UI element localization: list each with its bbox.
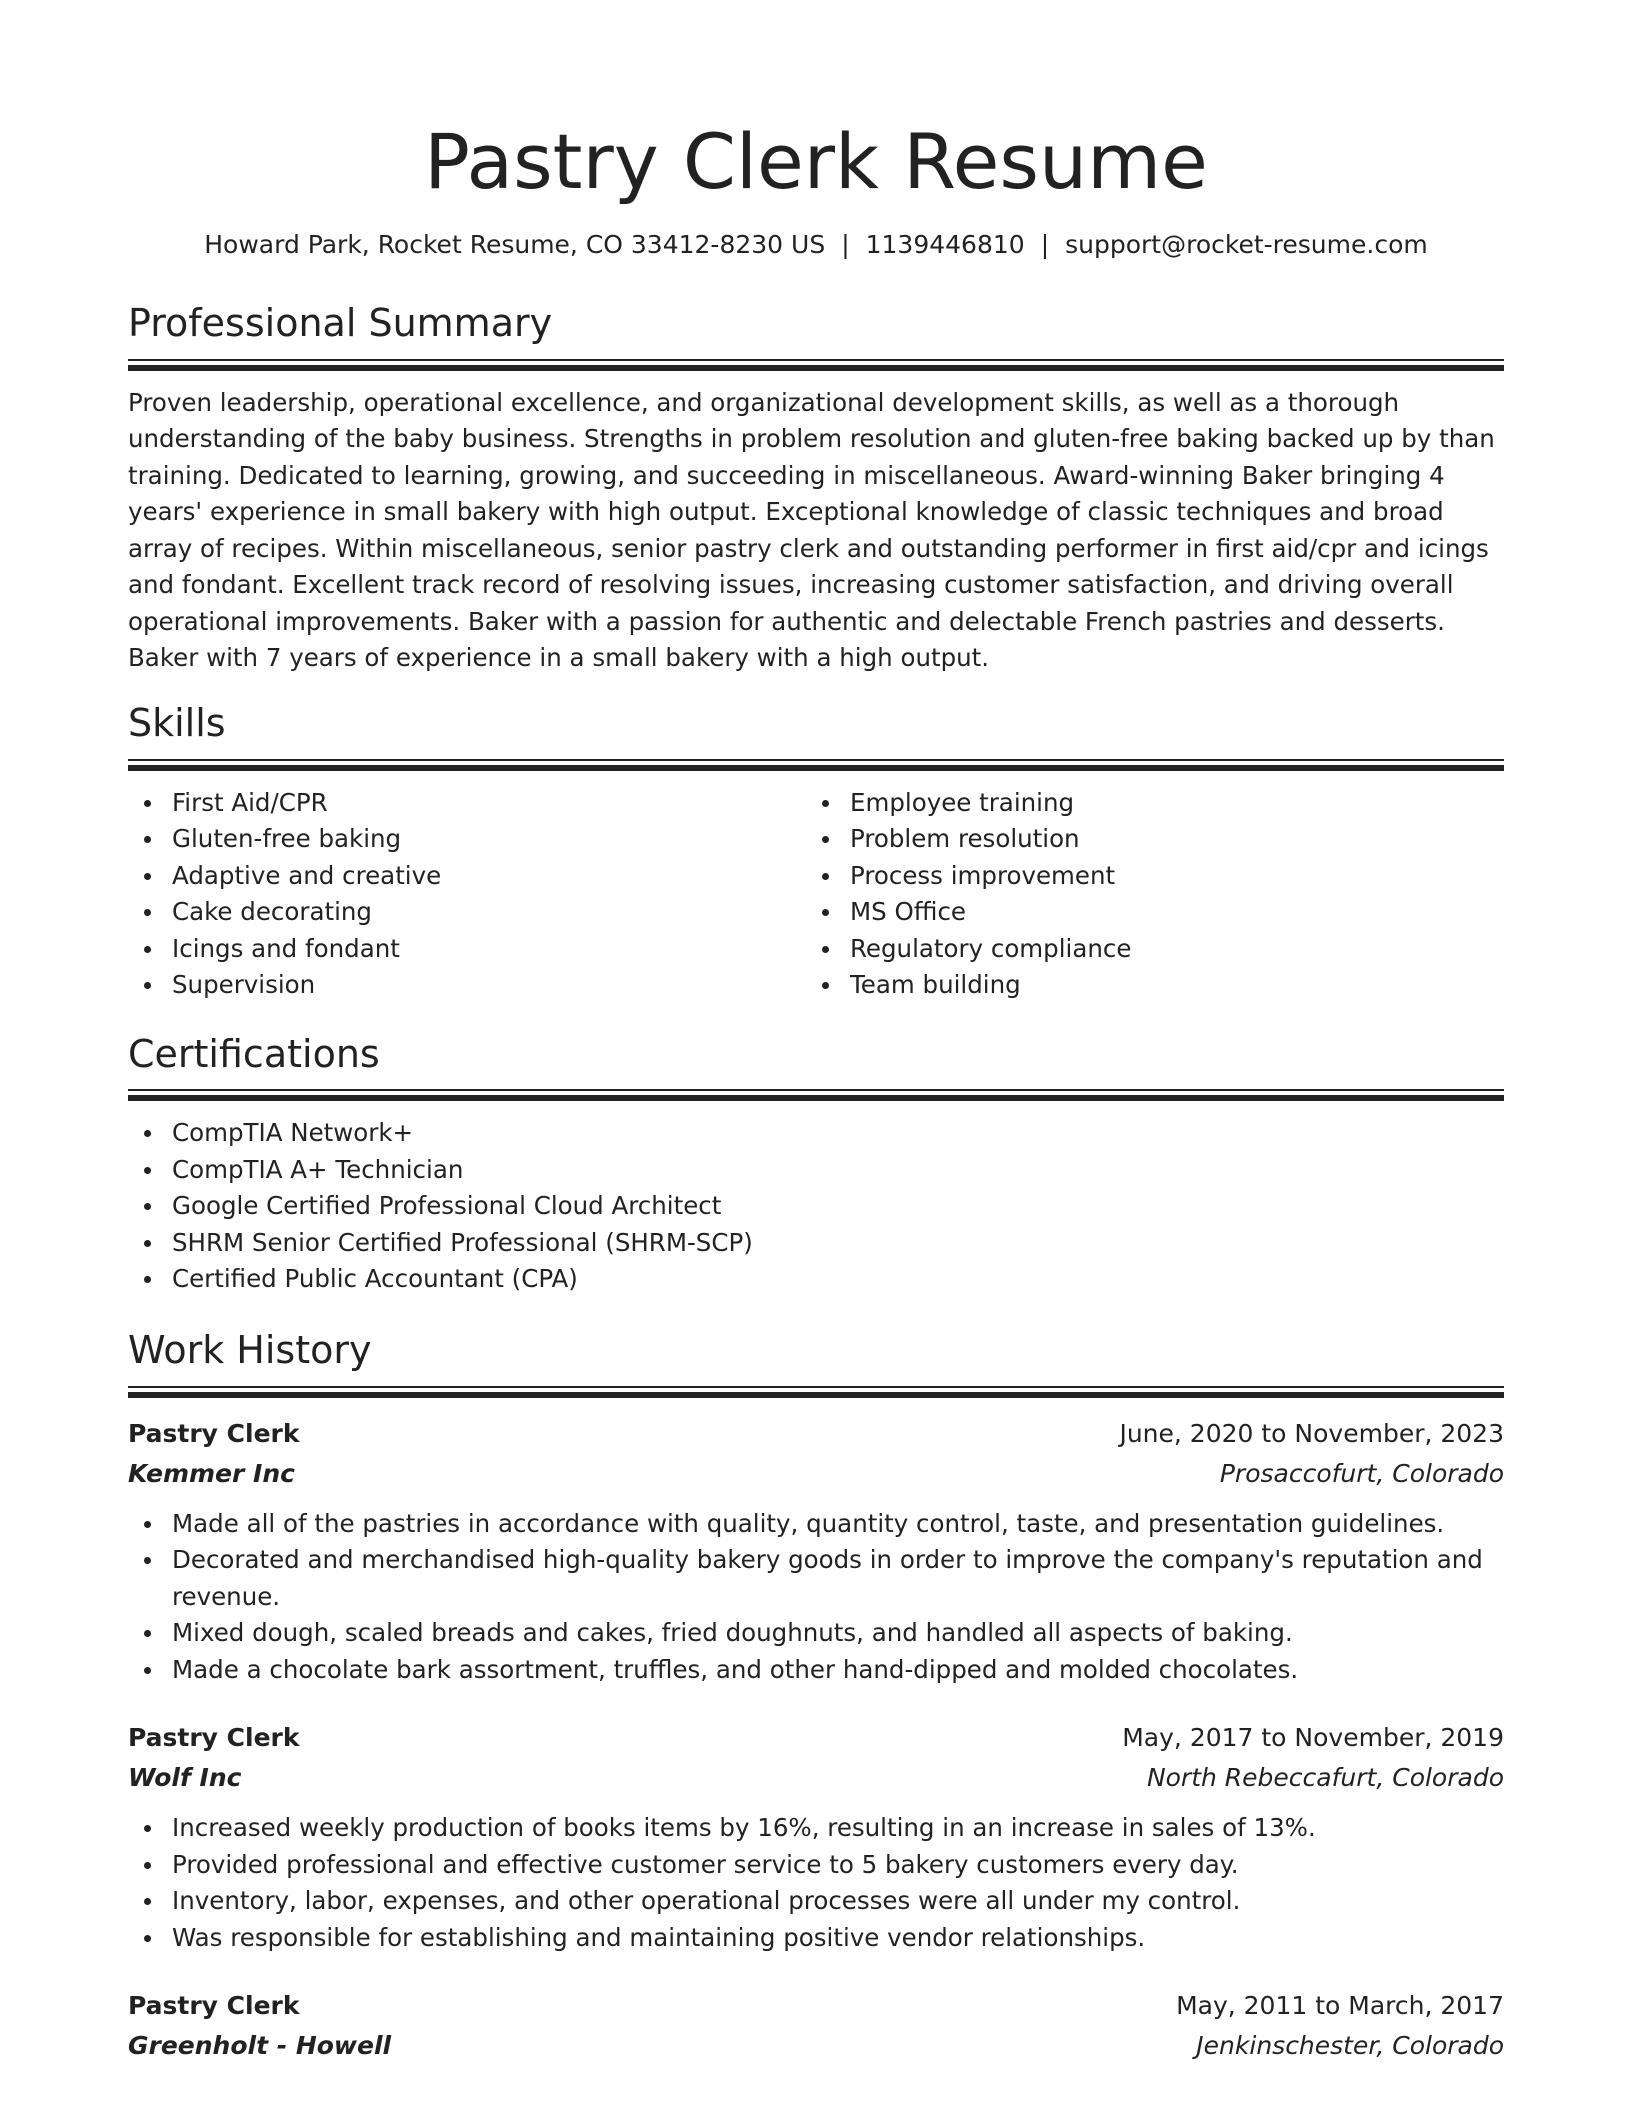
job-location: North Rebeccafurt, Colorado bbox=[1146, 1763, 1504, 1793]
certifications-list bbox=[128, 1115, 1504, 1298]
skills-section bbox=[128, 700, 1504, 1004]
job-bullet: Decorated and merchandised high-quality bakery goods in order to improve the company's reputation and revenue. bbox=[128, 1542, 1504, 1615]
contact-line bbox=[128, 230, 1504, 259]
section-divider bbox=[128, 1386, 1504, 1398]
certifications-section bbox=[128, 1031, 1504, 1298]
job-header bbox=[128, 1718, 1504, 1758]
skills-right-list bbox=[806, 785, 1484, 1004]
skill-item: First Aid/CPR bbox=[128, 785, 806, 822]
certification-item: SHRM Senior Certified Professional (SHRM-SCP) bbox=[128, 1225, 1504, 1262]
contact-phone: 1139446810 bbox=[865, 230, 1025, 259]
job-bullet: Made a chocolate bark assortment, truffles, and other hand-dipped and molded chocolates. bbox=[128, 1652, 1504, 1689]
job-entry bbox=[128, 1414, 1504, 1689]
job-subheader bbox=[128, 1758, 1504, 1798]
job-dates: May, 2017 to November, 2019 bbox=[1122, 1723, 1504, 1753]
job-company: Wolf Inc bbox=[128, 1763, 242, 1793]
job-bullet: Mixed dough, scaled breads and cakes, fried doughnuts, and handled all aspects of baking. bbox=[128, 1615, 1504, 1652]
job-bullet: Was responsible for establishing and maintaining positive vendor relationships. bbox=[128, 1920, 1504, 1957]
skill-item: Adaptive and creative bbox=[128, 858, 806, 895]
skills-heading: Skills bbox=[128, 700, 226, 745]
job-bullets bbox=[128, 1810, 1504, 1956]
job-subheader bbox=[128, 2026, 1504, 2066]
job-bullets bbox=[128, 1506, 1504, 1689]
summary-heading: Professional Summary bbox=[128, 301, 553, 345]
job-company: Greenholt - Howell bbox=[128, 2031, 392, 2061]
certification-item: CompTIA A+ Technician bbox=[128, 1152, 1504, 1189]
job-title: Pastry Clerk bbox=[128, 1418, 300, 1448]
skills-columns bbox=[128, 785, 1504, 1004]
skill-item: Regulatory compliance bbox=[806, 931, 1484, 968]
summary-section bbox=[128, 303, 1504, 677]
work-history-section bbox=[128, 1327, 1504, 2066]
skill-item: Gluten-free baking bbox=[128, 821, 806, 858]
job-company: Kemmer Inc bbox=[128, 1458, 295, 1488]
skill-item: Employee training bbox=[806, 785, 1484, 822]
skills-left-list bbox=[128, 785, 806, 1004]
job-bullet: Made all of the pastries in accordance with quality, quantity control, taste, and presentation guidelines. bbox=[128, 1506, 1504, 1543]
certification-item: Google Certified Professional Cloud Architect bbox=[128, 1188, 1504, 1225]
contact-address: Howard Park, Rocket Resume, CO 33412-8230 US bbox=[204, 230, 826, 259]
skill-item: MS Office bbox=[806, 894, 1484, 931]
job-bullet: Provided professional and effective customer service to 5 bakery customers every day. bbox=[128, 1847, 1504, 1884]
job-header bbox=[128, 1986, 1504, 2026]
skill-item: Problem resolution bbox=[806, 821, 1484, 858]
section-divider bbox=[128, 759, 1504, 771]
job-entry bbox=[128, 1718, 1504, 1956]
page-title: Pastry Clerk Resume bbox=[424, 117, 1208, 206]
job-title: Pastry Clerk bbox=[128, 1991, 300, 2021]
certification-item: Certified Public Accountant (CPA) bbox=[128, 1261, 1504, 1298]
contact-separator: | bbox=[1040, 230, 1050, 259]
resume-page bbox=[128, 0, 1504, 2066]
section-divider bbox=[128, 1089, 1504, 1101]
job-subheader bbox=[128, 1454, 1504, 1494]
work-history-heading: Work History bbox=[128, 1327, 372, 1372]
job-dates: June, 2020 to November, 2023 bbox=[1119, 1418, 1504, 1448]
job-bullet: Inventory, labor, expenses, and other operational processes were all under my control. bbox=[128, 1883, 1504, 1920]
certifications-heading: Certifications bbox=[128, 1031, 380, 1076]
skill-item: Process improvement bbox=[806, 858, 1484, 895]
job-dates: May, 2011 to March, 2017 bbox=[1176, 1991, 1504, 2021]
summary-text: Proven leadership, operational excellence, and organizational development skills, as well as a thorough understanding of the baby business. Strengths in problem resolution and gluten-free baking backed up by than training. Dedicated to learning, growing, and succeeding in miscellaneous. Award-winning Baker bringing 4 years' experience in small bakery with high output. Exceptional knowledge of classic techniques and broad array of recipes. Within miscellaneous, senior pastry clerk and outstanding performer in first aid/cpr and icings and fondant. Excellent track record of resolving issues, increasing customer satisfaction, and driving overall operational improvements. Baker with a passion for authentic and delectable French pastries and desserts. Baker with 7 years of experience in a small bakery with a high output. bbox=[128, 387, 1495, 673]
contact-separator: | bbox=[841, 230, 850, 259]
job-title: Pastry Clerk bbox=[128, 1723, 300, 1753]
certification-item: CompTIA Network+ bbox=[128, 1115, 1504, 1152]
job-location: Jenkinschester, Colorado bbox=[1196, 2031, 1504, 2061]
section-divider bbox=[128, 359, 1504, 371]
skill-item: Team building bbox=[806, 967, 1484, 1004]
job-location: Prosaccofurt, Colorado bbox=[1219, 1458, 1504, 1488]
skill-item: Cake decorating bbox=[128, 894, 806, 931]
job-header bbox=[128, 1414, 1504, 1454]
job-bullet: Increased weekly production of books items by 16%, resulting in an increase in sales of 13%. bbox=[128, 1810, 1504, 1847]
job-entry bbox=[128, 1986, 1504, 2066]
skill-item: Icings and fondant bbox=[128, 931, 806, 968]
contact-email: support@rocket-resume.com bbox=[1065, 230, 1428, 259]
skill-item: Supervision bbox=[128, 967, 806, 1004]
